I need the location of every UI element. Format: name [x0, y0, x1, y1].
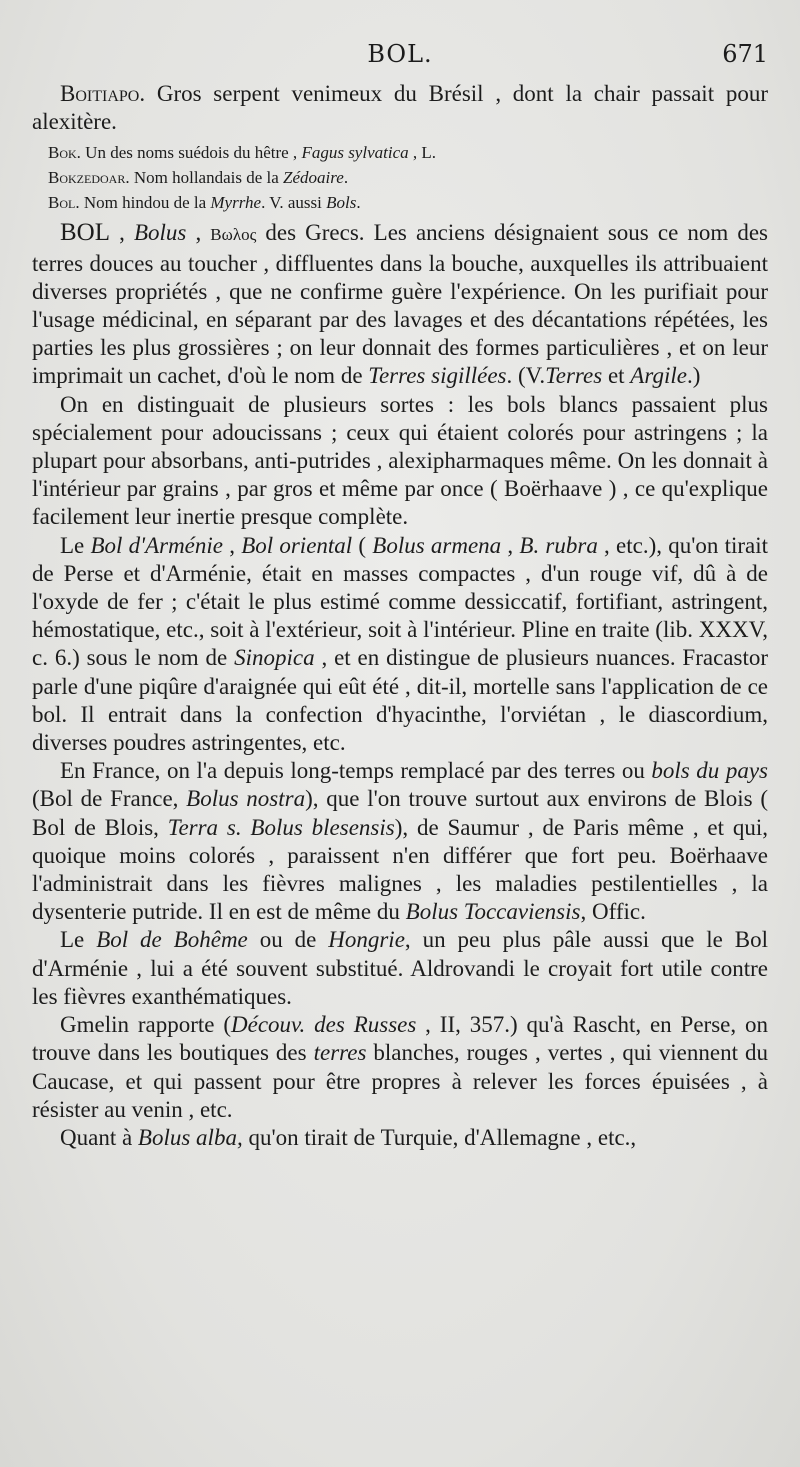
- article-paragraph-5: [32, 926, 768, 1011]
- text-run: , un peu plus pâle aussi que le Bol d'Arménie , lui a été souvent substitué. Aldrovandi le croyait fort utile contre les fièvres exanthématiques.: [32, 927, 768, 1009]
- entry-text: . V. aussi: [261, 193, 327, 213]
- italic-run: Bolus armena: [372, 532, 502, 558]
- italic-run: Bol de Bohême: [96, 927, 248, 953]
- text-run: ou de: [247, 927, 329, 953]
- text-run: ), de Saumur , de Paris même , et qui, quoique moins colorés , paraissent n'en différer que fort peu. Boërhaave l'administrait dans les fièvres malignes , les maladies pestilentielles , la dysenterie putride. Il en est de même du: [32, 814, 769, 925]
- text-run: . (V.: [506, 363, 546, 389]
- entry-term: Bok: [48, 143, 77, 163]
- text-run: , etc.), qu'on tirait de Perse et d'Arménie, était en masses compactes , d'un rouge vif, dû à de l'oxyde de fer ; c'était le plus estimé comme dessiccatif, fortifiant, astringent, hémostatique, etc., soit à l'extérieur, soit à l'intérieur. Pline en traite (lib. XXXV, c. 6.) sous le nom de: [32, 532, 769, 671]
- entry-bok: [32, 140, 768, 165]
- italic-run: Terra s. Bolus blesensis: [167, 814, 395, 840]
- short-entries: [32, 140, 768, 215]
- entry-text: , L.: [408, 143, 436, 163]
- entry-text: .: [356, 193, 361, 213]
- running-title: BOL.: [367, 40, 433, 68]
- italic-run: B. rubra: [519, 532, 598, 558]
- text-run: ), que l'on trouve surtout aux environs de Blois ( Bol de Blois,: [32, 786, 768, 840]
- article-paragraph-2: On en distinguait de plusieurs sortes : les bols blancs passaient plus spécialement pour adoucissans ; ceux qui étaient colorés pour astringens ; la plupart pour absorbans, anti-putrides , alexipharmaques même. On les donnait à l'intérieur par grains , par gros et même par once ( Boërhaave ) , ce qu'explique facilement leur inertie presque complète.: [32, 391, 768, 530]
- text-run: ,: [186, 220, 211, 246]
- greek-word: Βωλος: [210, 225, 257, 245]
- text-run: des Grecs. Les anciens désignaient sous ce nom des terres douces au toucher , diffluentes dans la bouche, auxquelles ils attribuaient diverses propriétés , que ne confirme guère l'expérience. On les purifiait pour l'usage médicinal, en séparant par des lavages et des décantations répétées, les parties les plus grossières ; on leur donnait des formes particulières , et on leur imprimait un cachet, d'où le nom de: [32, 220, 769, 389]
- body-text: [32, 80, 768, 1152]
- italic-run: Découv. des Russes: [231, 1012, 417, 1038]
- entry-italic: Myrrhe: [210, 193, 262, 213]
- entry-text: . Gros serpent venimeux du Brésil , dont la chair passait pour alexitère.: [32, 81, 768, 135]
- text-run: Quant à: [60, 1124, 138, 1150]
- entry-text: .: [343, 168, 349, 188]
- text-run: qu'on tirait de Turquie, d'Allemagne , etc.,: [242, 1124, 637, 1150]
- text-run: Gmelin rapporte (: [60, 1012, 232, 1038]
- article-paragraph-4: [32, 757, 768, 926]
- text-run: Le: [60, 927, 97, 953]
- text-run: blanches, rouges , vertes , qui viennent du Caucase, et qui passent pour être propres à relever les forces épuisées , à résister au venin , etc.: [32, 1040, 768, 1122]
- entry-text: . Nom hollandais de la: [125, 168, 284, 188]
- italic-run: Sinopica: [234, 645, 315, 671]
- italic-run: Bolus: [133, 220, 187, 246]
- entry-text: . Un des noms suédois du hêtre ,: [76, 143, 302, 163]
- italic-run: Bol d'Arménie: [90, 532, 223, 558]
- text-run: , et en distingue de plusieurs nuances. Fracastor parle d'une piqûre d'araignée qui eût été , dit-il, mortelle sans l'application de ce bol. Il entrait dans la confection d'hyacinthe, l'orviétan , le diascordium, diverses poudres astringentes, etc.: [32, 645, 769, 756]
- article-paragraph-7: [32, 1124, 768, 1152]
- entry-term: Bol: [48, 193, 76, 213]
- article-headword: BOL: [60, 219, 110, 247]
- italic-run: Argile: [630, 363, 687, 389]
- text-run: Le: [60, 532, 91, 558]
- entry-italic: Fagus sylvatica: [301, 143, 409, 163]
- italic-run: Bolus alba,: [137, 1124, 243, 1150]
- entry-term: Boitiapo: [60, 81, 140, 106]
- text-run: En France, on l'a depuis long-temps remplacé par des terres ou: [60, 758, 652, 784]
- text-run: et: [602, 363, 631, 389]
- text-run: (Bol de France,: [32, 786, 187, 812]
- text-run: ,: [222, 532, 242, 558]
- article-paragraph-3: [32, 532, 768, 758]
- entry-italic: Zédoaire: [283, 168, 344, 188]
- italic-run: Terres: [545, 363, 603, 389]
- italic-run: Bol oriental: [241, 532, 353, 558]
- page-number: 671: [722, 40, 768, 68]
- text-run: , Offic.: [580, 899, 646, 925]
- italic-run: Bolus nostra: [186, 786, 306, 812]
- text-run: .): [686, 363, 701, 389]
- text-run: (: [352, 532, 373, 558]
- entry-italic: Bols: [326, 193, 357, 213]
- italic-run: Bolus Toccaviensis: [405, 899, 581, 925]
- italic-run: terres: [313, 1040, 367, 1066]
- text-run: ,: [110, 220, 134, 246]
- article-paragraph-6: [32, 1011, 768, 1124]
- entry-term: Bokzedoar: [48, 168, 126, 188]
- entry-boitiapo: [32, 80, 768, 136]
- italic-run: Hongrie: [328, 927, 405, 953]
- text-run: , II, 357.) qu'à Rascht, en Perse, on trouve dans les boutiques des: [32, 1012, 768, 1066]
- text-run: ,: [501, 532, 520, 558]
- article-paragraph-1: [32, 219, 768, 390]
- running-head: [0, 40, 800, 72]
- entry-text: . Nom hindou de la: [75, 193, 211, 213]
- italic-run: bols du pays: [651, 758, 768, 784]
- italic-run: Terres sigillées: [368, 363, 507, 389]
- entry-bol-short: [32, 190, 768, 215]
- entry-bokzedoar: [32, 165, 768, 190]
